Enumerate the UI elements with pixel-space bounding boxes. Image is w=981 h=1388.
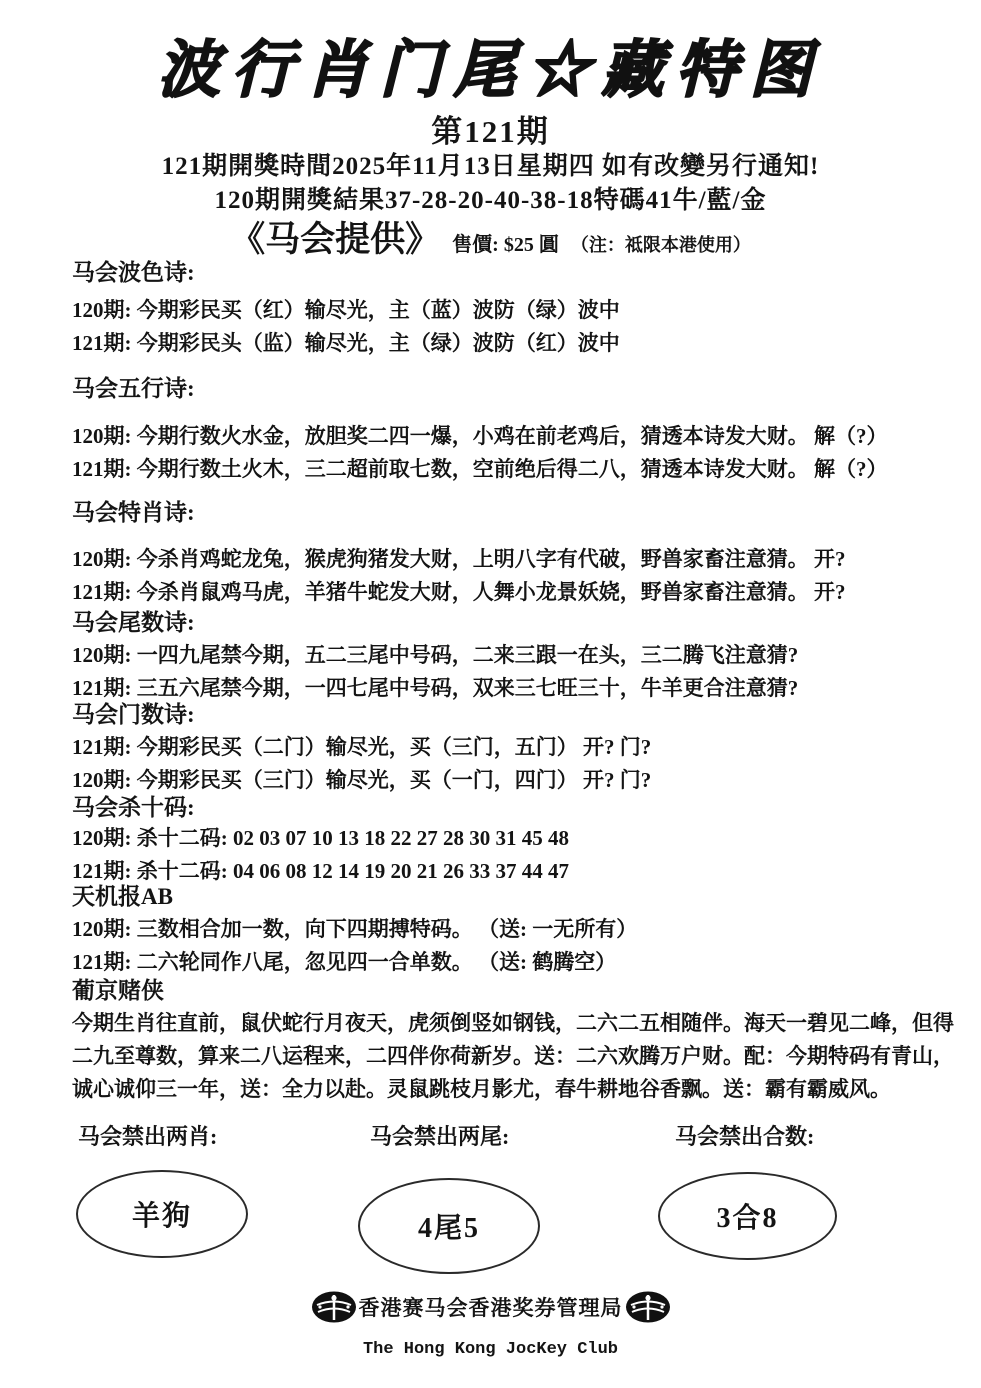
price-note: （注：祗限本港使用）	[570, 235, 751, 255]
ban-two-tail-value: 4尾5	[417, 1213, 480, 1244]
price-label: 售價: $25 圓	[452, 234, 559, 256]
footer-org-name-cn: 香港赛马会香港奖券管理局	[358, 1296, 623, 1320]
section-tail-number-poem	[72, 610, 961, 705]
kill-codes-line-120: 120期: 杀十二码: 02 03 07 10 13 18 22 27 28 30 31 45 48	[72, 826, 569, 850]
section-tianji-report-ab	[72, 884, 961, 979]
issue-number: 第121期	[431, 114, 550, 149]
verse-line-3: 诚心诚仰三一年，送：全力以赴。灵鼠跳枝月影尤，春牛耕地谷香飘。送：霸有霸威风。	[72, 1077, 891, 1101]
page-title: 波行肖门尾☆藏特图	[157, 37, 824, 105]
section-heading: 马会五行诗:	[72, 376, 195, 401]
hkjc-logo-icon	[311, 1290, 357, 1324]
section-heading: 天机报AB	[72, 884, 173, 909]
ban-two-zodiac-oval	[76, 1170, 248, 1258]
poem-line-120: 120期: 今杀肖鸡蛇龙兔，猴虎狗猪发大财，上明八字有代破，野兽家畜注意猜。 开?	[72, 547, 846, 571]
provider-title: 《马会提供》	[230, 220, 441, 259]
section-gate-number-poem	[72, 702, 961, 797]
previous-result-line: 120期開獎結果37-28-20-40-38-18特碼41牛/藍/金	[214, 187, 767, 214]
tianji-line-121: 121期: 二六轮同作八尾，忽见四一合单数。 （送: 鹤腾空）	[72, 950, 617, 974]
ban-two-zodiac-value: 羊狗	[131, 1201, 192, 1232]
section-special-zodiac-poem	[72, 500, 961, 609]
poem-line-120: 120期: 今期彩民买（三门）输尽光，买（一门，四门） 开? 门?	[72, 768, 652, 792]
poem-line-120: 120期: 今期行数火水金，放胆奖二四一爆，小鸡在前老鸡后，猜透本诗发大财。 解（?）	[72, 424, 888, 448]
poem-line-121: 121期: 今杀肖鼠鸡马虎，羊猪牛蛇发大财，人舞小龙景妖娆，野兽家畜注意猜。 开?	[72, 580, 846, 604]
poem-line-121: 121期: 今期行数土火木，三二超前取七数，空前绝后得二八，猜透本诗发大财。 解（?）	[72, 457, 888, 481]
kill-codes-line-121: 121期: 杀十二码: 04 06 08 12 14 19 20 21 26 33 37 44 47	[72, 859, 569, 883]
section-heading: 马会尾数诗:	[72, 610, 195, 635]
poem-line-121: 121期: 三五六尾禁今期，一四七尾中号码，双来三七旺三十，牛羊更合注意猜?	[72, 676, 799, 700]
section-kill-ten-codes	[72, 795, 961, 888]
section-heading: 马会门数诗:	[72, 702, 195, 727]
poem-line-120: 120期: 一四九尾禁今期，五二三尾中号码，二来三跟一在头，三二腾飞注意猜?	[72, 643, 799, 667]
ban-two-tail-label: 马会禁出两尾:	[370, 1124, 510, 1149]
verse-line-1: 今期生肖往直前，鼠伏蛇行月夜天，虎须倒竖如钢钱，二六二五相随伴。海天一碧见二峰，但得	[72, 1011, 954, 1035]
section-heading: 马会特肖诗:	[72, 500, 195, 525]
poem-line-120: 120期: 今期彩民买（红）输尽光，主（蓝）波防（绿）波中	[72, 298, 620, 322]
ban-two-tail-oval	[358, 1178, 540, 1274]
ban-sum-value: 3合8	[716, 1203, 779, 1234]
ban-two-zodiac-label: 马会禁出两肖:	[78, 1124, 218, 1149]
poem-line-121: 121期: 今期彩民头（监）输尽光，主（绿）波防（红）波中	[72, 331, 620, 355]
section-heading: 马会杀十码:	[72, 795, 195, 820]
ban-sum-oval	[658, 1172, 837, 1260]
section-wave-color-poem	[72, 260, 961, 360]
draw-time-line: 121期開獎時間2025年11月13日星期四 如有改變另行通知!	[161, 153, 820, 180]
poem-line-121: 121期: 今期彩民买（二门）输尽光，买（三门，五门） 开? 门?	[72, 735, 652, 759]
footer-org-name-en: The Hong Kong JocKey Club	[362, 1340, 619, 1359]
provider-row	[0, 212, 981, 262]
hkjc-logo-icon	[625, 1290, 671, 1324]
section-pujing-gambler	[72, 978, 961, 1106]
section-heading: 葡京赌侠	[72, 978, 164, 1003]
ban-sum-label: 马会禁出合数:	[675, 1124, 815, 1149]
section-heading: 马会波色诗:	[72, 260, 195, 285]
footer	[0, 1290, 981, 1324]
tianji-line-120: 120期: 三数相合加一数，向下四期搏特码。 （送: 一无所有）	[72, 917, 638, 941]
verse-line-2: 二九至尊数，算来二八运程来，二四伴你荷新岁。送：二六欢腾万户财。配：今期特码有青山，	[72, 1044, 954, 1068]
section-five-elements-poem	[72, 376, 961, 486]
